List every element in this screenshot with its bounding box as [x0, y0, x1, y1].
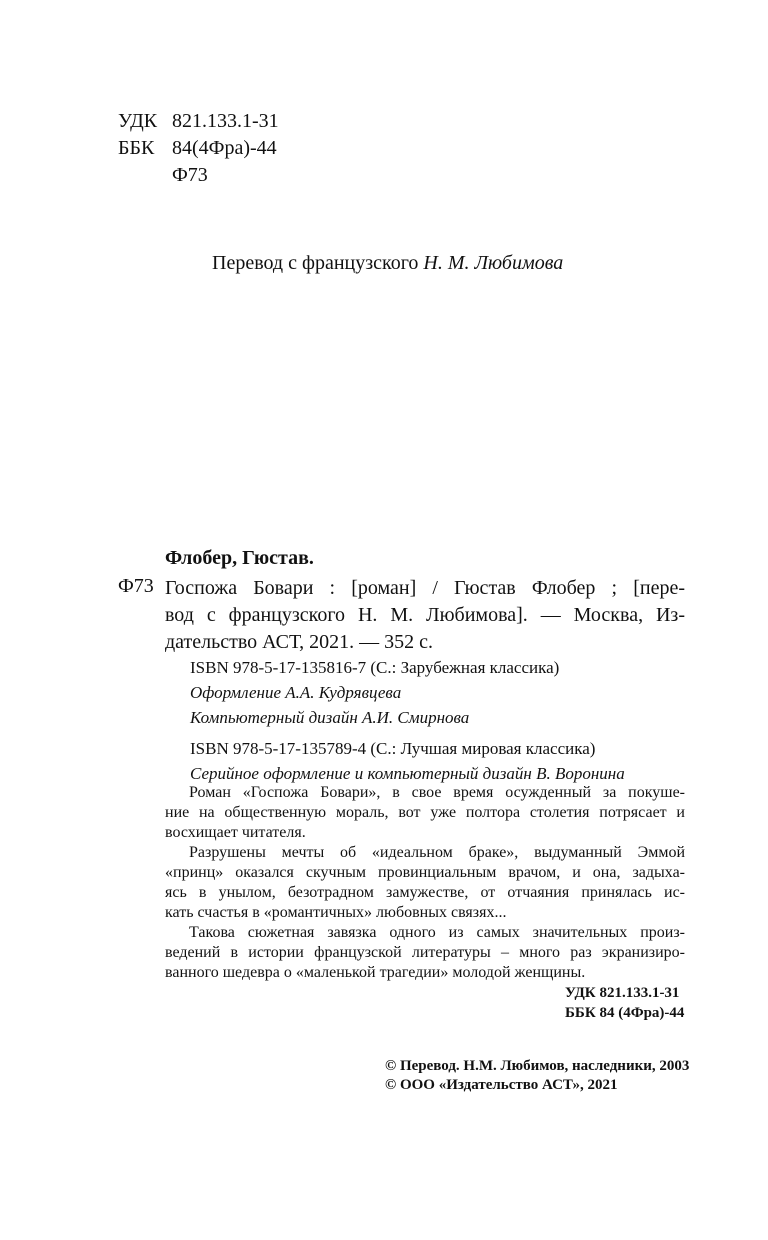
- annotation-line: Разрушены мечты об «идеальном браке», выдуманный Эммой: [189, 844, 685, 861]
- translator-name: Н. М. Любимова: [423, 252, 564, 274]
- bib-line: дательство АСТ, 2021. — 352 с.: [165, 631, 434, 653]
- annotation: [165, 783, 685, 983]
- annotation-line: ясь в унылом, безотрадном замужестве, от отчаяния принялась ис-: [165, 884, 685, 901]
- isbn-1: ISBN 978-5-17-135816-7 (С.: Зарубежная классика): [190, 658, 560, 677]
- copyright-publisher: © ООО «Издательство АСТ», 2021: [385, 1077, 618, 1093]
- copyright-block: [385, 1057, 689, 1095]
- isbn-block: [190, 655, 625, 786]
- annotation-line: кать счастья в «романтичных» любовных связях...: [165, 904, 507, 921]
- bib-line: вод с французского Н. М. Любимова]. — Москва, Из-: [165, 604, 685, 626]
- header-classification-codes: [118, 108, 279, 189]
- footer-classification-codes: [565, 983, 684, 1023]
- translation-prefix: Перевод с французского: [212, 252, 419, 274]
- footer-udk: УДК 821.133.1-31: [565, 985, 680, 1001]
- annotation-line: ванного шедевра о «маленькой трагедии» молодой женщины.: [165, 964, 586, 981]
- isbn-2: ISBN 978-5-17-135789-4 (С.: Лучшая мировая классика): [190, 739, 596, 758]
- author-heading: Флобер, Гюстав.: [165, 547, 314, 569]
- annotation-line: ведений в истории французской литературы – много раз экранизиро-: [165, 944, 685, 961]
- bibliographic-description: [165, 575, 685, 656]
- bbk-value: 84(4Фра)-44: [172, 137, 277, 159]
- design-credit-1: Оформление А.А. Кудрявцева: [190, 683, 402, 702]
- footer-bbk: ББК 84 (4Фра)-44: [565, 1005, 685, 1021]
- bbk-label: ББК: [118, 137, 155, 159]
- udk-row: [118, 108, 279, 135]
- catalog-code: Ф73: [118, 575, 154, 597]
- bbk-row: [118, 135, 279, 162]
- annotation-line: «принц» оказался скучным провинциальным врачом, и она, задыха-: [165, 864, 685, 881]
- udk-value: 821.133.1-31: [172, 110, 279, 132]
- annotation-line: восхищает читателя.: [165, 824, 306, 841]
- annotation-line: ние на общественную мораль, вот уже полтора столетия потрясает и: [165, 804, 685, 821]
- design-credit-2: Серийное оформление и компьютерный дизайн В. Воронина: [190, 764, 625, 783]
- copyright-translation: © Перевод. Н.М. Любимов, наследники, 2003: [385, 1058, 690, 1074]
- computer-design-credit-1: Компьютерный дизайн А.И. Смирнова: [190, 708, 470, 727]
- udk-label: УДК: [118, 110, 158, 132]
- translation-credit: [212, 252, 563, 275]
- annotation-line: Роман «Госпожа Бовари», в свое время осужденный за покуше-: [189, 784, 685, 801]
- bib-line: Госпожа Бовари : [роман] / Гюстав Флобер ; [пере-: [165, 577, 685, 599]
- annotation-line: Такова сюжетная завязка одного из самых значительных произ-: [189, 924, 685, 941]
- author-mark: Ф73: [172, 164, 208, 186]
